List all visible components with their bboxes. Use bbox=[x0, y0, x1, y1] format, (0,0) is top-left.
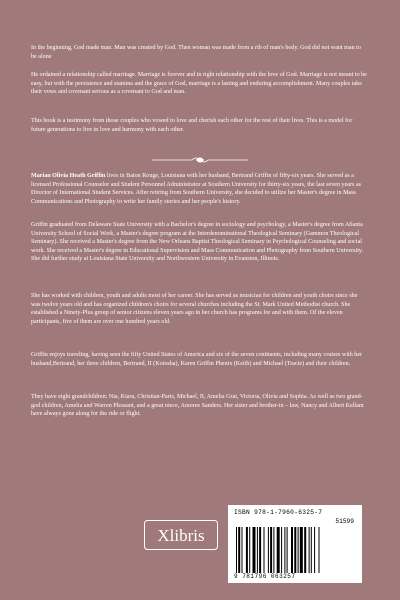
paragraph-text: She has worked with children, youth and adults most of her career. She has served as musician for children and youth choirs since she was twelve years old and has organized children's choirs for several churches including the St. Mark United Methodist church. She established a Ninety-Plus group of senior citizens eleven years ago in her church has programs for and with them. Of the eleven participants, five of them are over one hundred years old. bbox=[31, 293, 358, 325]
ornament-divider-icon bbox=[150, 155, 250, 165]
paragraph-text: Griffin graduated from Delaware State University with a Bachelor's degree in sociology and psychology, a Master's degree from Atlanta University School of Social Work, a Master's degree program at the Interdenominational Theological Seminary (Gammon Theological Seminary). She received a Master's degree from the New Orleans Baptist Theological Seminary in Psychological Counseling and social work. She received a Master's degree in Educational Supervision and Mass Communication and Photography from Southern University. She did further study at Louisiana State University and Northwestern University in Evanston, Illinois. bbox=[31, 222, 364, 263]
isbn-text: ISBN 978-1-7960-6325-7 bbox=[234, 509, 323, 516]
author-name: Marian Olivia Heath Griffin bbox=[31, 173, 106, 179]
intro-paragraph bbox=[31, 44, 367, 61]
barcode-bar bbox=[273, 527, 274, 573]
paragraph-text: In the beginning, God made man. Man was created by God. Then woman was made from a rib of man's body. God did not want man to be alone bbox=[31, 45, 361, 60]
barcode-bars bbox=[234, 527, 356, 573]
xlibris-logo bbox=[144, 520, 218, 550]
paragraph-text: He ordained a relationship called marriage. Marriage is forever and in right relationship with the love of God. Marriage is not meant to be easy, but with the persistence and stamina and the grace of God, marriage is a lasting and enduring accomplishment. Many couples take their vows and covenant serious as a covenant to God and man. bbox=[31, 72, 367, 96]
paragraph-text bbox=[31, 172, 367, 206]
education-paragraph bbox=[31, 221, 367, 264]
barcode-bar bbox=[264, 527, 265, 573]
author-bio-paragraph bbox=[31, 172, 367, 206]
barcode-bar bbox=[294, 527, 296, 573]
marriage-paragraph bbox=[31, 71, 367, 97]
barcode-bar bbox=[249, 527, 250, 573]
barcode-bar bbox=[246, 527, 248, 573]
barcode-bar bbox=[238, 527, 240, 573]
paragraph-text: Griffin enjoys traveling, having seen the fifty United States of America and six of the seven continents, including many cruises with her husband,Bertrand, her three children, Bertrand, II (Kotosha), Karen Griffin Phenix (Keith) and Michael (Tracie) and their children. bbox=[31, 352, 363, 367]
testimony-paragraph bbox=[31, 117, 367, 134]
barcode-bar bbox=[304, 527, 306, 573]
barcode-bar bbox=[259, 527, 261, 573]
paragraph-text: This book is a testimony from those couples who vowed to love and cherish each other for the rest of their lives. This is a model for future generations to live in love and harmony with each other. bbox=[31, 118, 353, 133]
logo-text: Xlibris bbox=[157, 526, 205, 545]
barcode-bar bbox=[311, 527, 312, 573]
barcode-bar bbox=[309, 527, 310, 573]
barcode-bar bbox=[298, 527, 299, 573]
barcode-bar bbox=[268, 527, 269, 573]
paragraph-text: They have eight grandchildren: Nia, Kiara, Christian-Paris, Michael, II, Amelia Grai, Victoria, Olivia and Sophia. As well as two grand-god children, Amelia and Warren Pleasant, and a great niece, Amoree Sanders. Her sister and brother-in – law, Nancy and Albert Kellam have always gone along for the ride or flight. bbox=[31, 394, 364, 418]
barcode-bar bbox=[300, 527, 303, 573]
barcode-bar bbox=[314, 527, 315, 573]
barcode-bar bbox=[257, 527, 258, 573]
barcode-bar bbox=[270, 527, 272, 573]
barcode-bar bbox=[291, 527, 293, 573]
barcode-bar bbox=[253, 527, 256, 573]
travel-paragraph bbox=[31, 351, 367, 368]
family-paragraph bbox=[31, 393, 367, 419]
barcode-bar bbox=[242, 527, 243, 573]
price-code: 51599 bbox=[335, 518, 354, 525]
barcode-bar bbox=[287, 527, 288, 573]
career-paragraph bbox=[31, 292, 367, 326]
paragraph-body: lives in Baton Rouge, Louisiana with her husband, Bertrand Griffin of fifty-six years. She served as a licensed Professional Counselor and Student Personnel Administrator at Southern University for thirty-six years, the last seven years as Director of International Student Services. After retiring from Southern University, she decided to utilize her Master's degree in Mass Communications and Photography to write her family stories and her people's history. bbox=[31, 173, 362, 205]
barcode-bar bbox=[319, 527, 320, 573]
barcode-bar bbox=[281, 527, 282, 573]
barcode-number: 9 781796 063257 bbox=[234, 573, 296, 580]
barcode-bar bbox=[284, 527, 285, 573]
barcode-bar bbox=[277, 527, 280, 573]
barcode-bar bbox=[236, 527, 237, 573]
isbn-barcode bbox=[228, 505, 362, 583]
